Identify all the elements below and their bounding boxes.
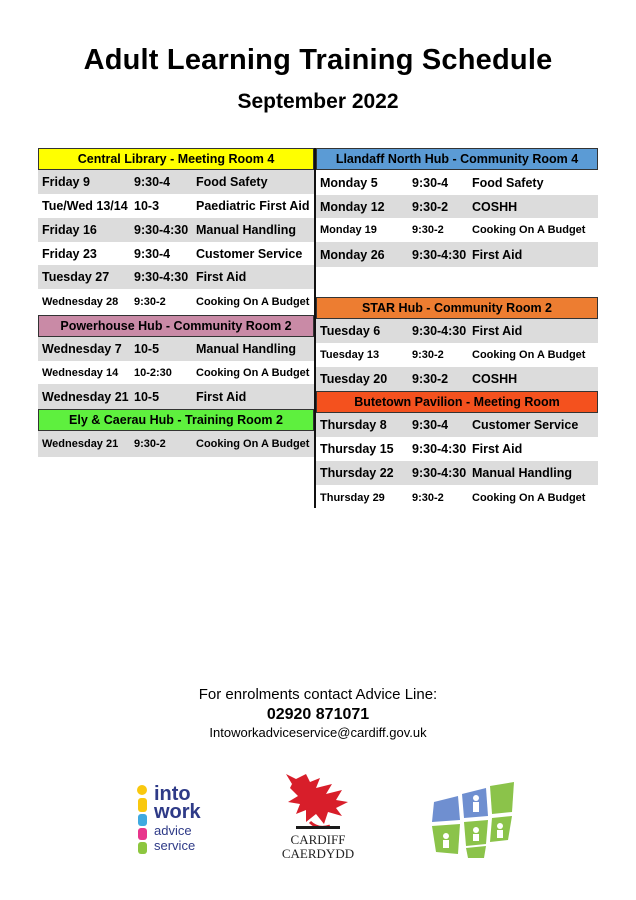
session-time: 10-5 [134, 342, 160, 356]
session-day: Friday 16 [42, 223, 97, 237]
session-time: 9:30-4:30 [412, 247, 467, 262]
into-work-logo [136, 782, 226, 858]
session-day: Thursday 15 [320, 442, 394, 456]
session-course: Cooking On A Budget [196, 438, 310, 450]
session-time: 9:30-4:30 [412, 324, 467, 338]
session-course: Food Safety [472, 175, 544, 190]
session-row [316, 367, 598, 391]
session-row [316, 242, 598, 267]
caerdydd-logo-text: CAERDYDD [281, 846, 355, 861]
session-row [316, 170, 598, 195]
session-course: COSHH [472, 199, 518, 214]
session-course: Customer Service [196, 246, 303, 261]
session-course: First Aid [472, 324, 523, 338]
venue-header: Butetown Pavilion - Meeting Room [316, 391, 598, 413]
session-time: 9:30-4 [134, 246, 171, 261]
session-time: 9:30-4 [412, 418, 449, 432]
session-time: 9:30-2 [412, 349, 444, 361]
venue-header: Ely & Caerau Hub - Training Room 2 [38, 409, 314, 431]
session-course: First Aid [196, 270, 247, 284]
session-day: Wednesday 14 [42, 366, 119, 379]
session-row [38, 431, 314, 457]
session-time: 10-5 [134, 389, 160, 404]
hubs-logo [430, 782, 516, 858]
session-row [316, 195, 598, 218]
session-day: Wednesday 28 [42, 296, 119, 308]
session-row [316, 319, 598, 343]
cardiff-council-logo [276, 770, 360, 862]
advice-line-phone: 02920 871071 [266, 706, 370, 723]
session-course: Customer Service [472, 418, 579, 432]
session-time: 9:30-4:30 [134, 270, 189, 284]
session-time: 9:30-2 [412, 224, 444, 236]
session-day: Thursday 8 [320, 418, 387, 432]
page-title: Adult Learning Training Schedule [83, 44, 553, 76]
session-time: 9:30-2 [134, 296, 166, 308]
session-time: 9:30-2 [412, 491, 444, 504]
session-course: COSHH [472, 372, 518, 386]
venue-header: Powerhouse Hub - Community Room 2 [38, 315, 314, 337]
enrolment-contact-text: For enrolments contact Advice Line: [198, 686, 438, 703]
session-day: Tuesday 27 [42, 270, 110, 284]
session-course: Cooking On A Budget [196, 366, 310, 379]
cardiff-logo-text: CARDIFF [290, 832, 346, 847]
session-day: Friday 23 [42, 246, 97, 261]
session-time: 9:30-2 [412, 199, 449, 214]
session-row [38, 384, 314, 409]
session-course: Paediatric First Aid [196, 199, 310, 213]
session-course: Manual Handling [472, 466, 572, 480]
session-day: Monday 5 [320, 175, 378, 190]
session-row [316, 343, 598, 367]
session-row [38, 337, 314, 361]
session-course: First Aid [472, 247, 523, 262]
venue-header: Central Library - Meeting Room 4 [38, 148, 314, 170]
welsh-dragon-icon [276, 770, 360, 832]
session-time: 9:30-2 [412, 372, 449, 386]
session-row [38, 265, 314, 289]
session-time: 9:30-2 [134, 438, 166, 450]
session-time: 10-3 [134, 199, 160, 213]
session-day: Monday 19 [320, 224, 377, 236]
session-row [316, 461, 598, 485]
into-work-logo-work: work [154, 801, 201, 823]
session-row [38, 289, 314, 315]
session-row [38, 242, 314, 265]
session-time: 9:30-4:30 [412, 466, 467, 480]
session-row [38, 361, 314, 384]
session-time: 10-2:30 [134, 366, 172, 379]
session-day: Wednesday 21 [42, 389, 129, 404]
session-row [316, 413, 598, 437]
session-day: Tuesday 13 [320, 349, 380, 361]
session-row [316, 437, 598, 461]
session-course: Cooking On A Budget [196, 296, 310, 308]
session-day: Friday 9 [42, 175, 90, 189]
session-day: Thursday 22 [320, 466, 394, 480]
venue-header: STAR Hub - Community Room 2 [316, 297, 598, 319]
session-day: Thursday 29 [320, 491, 385, 504]
schedule-right-column [316, 148, 598, 510]
session-day: Tue/Wed 13/14 [42, 199, 128, 213]
session-row [38, 170, 314, 194]
hubs-people-icon [430, 782, 516, 858]
session-row [316, 218, 598, 242]
session-course: Cooking On A Budget [472, 349, 586, 361]
session-time: 9:30-4:30 [412, 442, 467, 456]
session-row [38, 194, 314, 218]
session-time: 9:30-4:30 [134, 223, 189, 237]
session-course: Cooking On A Budget [472, 224, 586, 236]
session-time: 9:30-4 [134, 175, 171, 189]
session-day: Tuesday 6 [320, 324, 381, 338]
session-course: Food Safety [196, 175, 268, 189]
session-row [38, 218, 314, 242]
into-work-logo-service: service [154, 838, 196, 853]
into-work-logo-advice: advice [154, 823, 192, 838]
session-course: First Aid [196, 389, 247, 404]
session-course: First Aid [472, 442, 523, 456]
session-day: Wednesday 7 [42, 342, 122, 356]
session-time: 9:30-4 [412, 175, 449, 190]
venue-header: Llandaff North Hub - Community Room 4 [316, 148, 598, 170]
session-day: Monday 26 [320, 247, 385, 262]
schedule-left-column [38, 148, 314, 457]
session-course: Manual Handling [196, 342, 296, 356]
session-course: Manual Handling [196, 223, 296, 237]
page-subtitle: September 2022 [237, 90, 399, 113]
session-row [316, 485, 598, 510]
session-course: Cooking On A Budget [472, 491, 586, 504]
session-day: Wednesday 21 [42, 438, 119, 450]
session-day: Monday 12 [320, 199, 385, 214]
advice-service-email[interactable]: Intoworkadviceservice@cardiff.gov.uk [209, 725, 427, 740]
into-work-logo-into: into [154, 783, 191, 805]
session-day: Tuesday 20 [320, 372, 388, 386]
